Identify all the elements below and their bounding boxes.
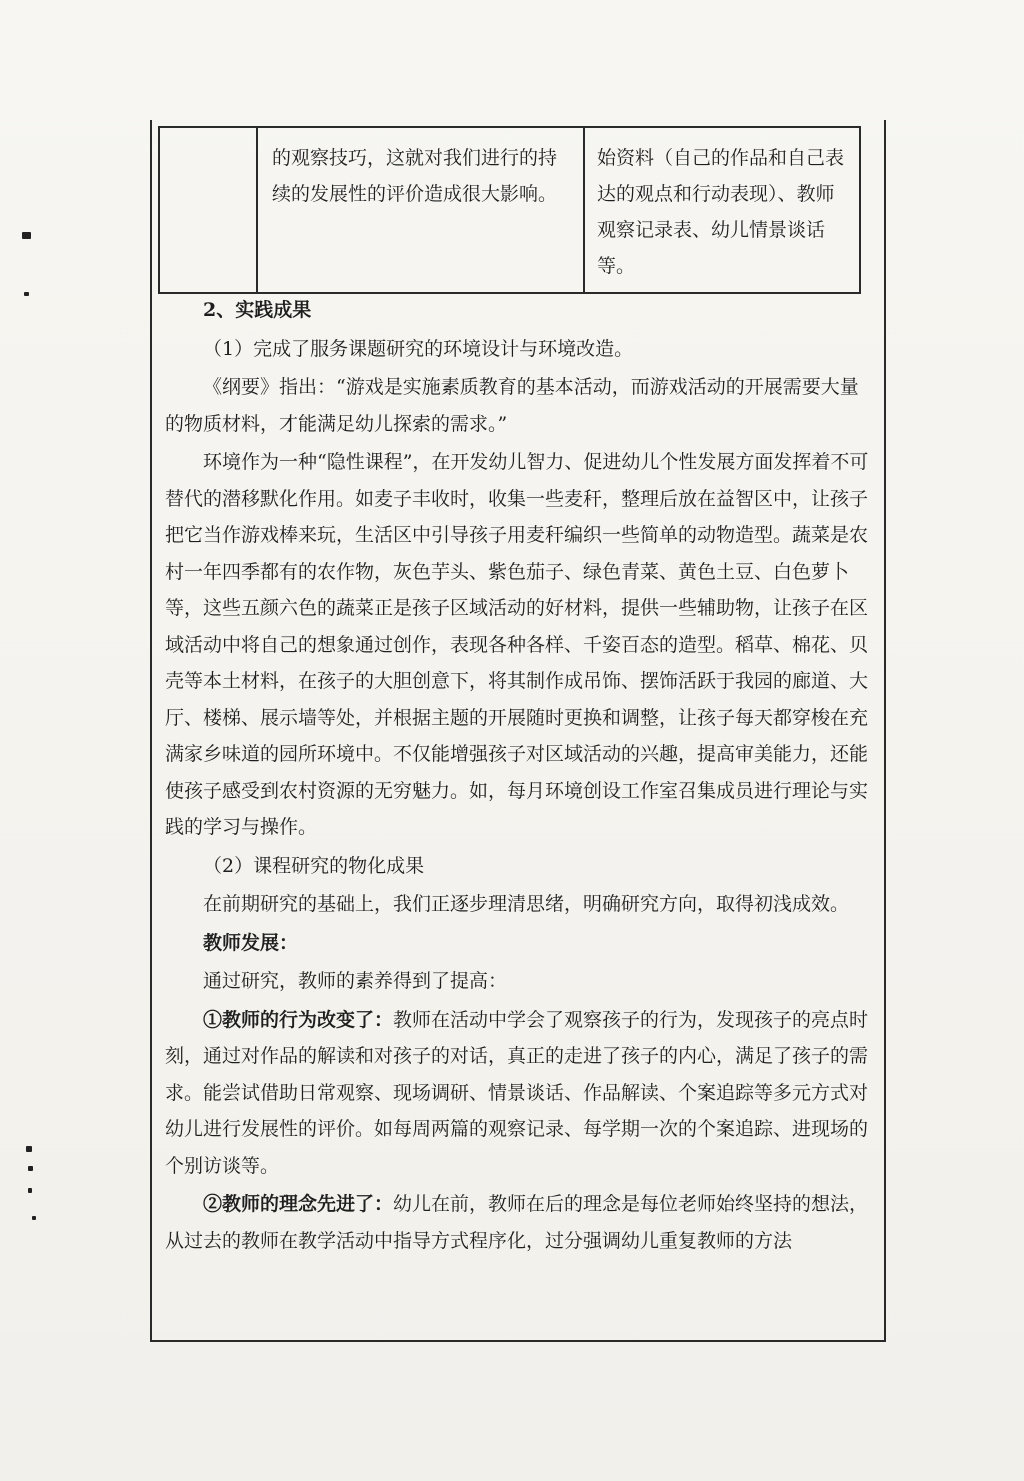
paragraph: 在前期研究的基础上，我们正逐步理清思绪，明确研究方向，取得初浅成效。 [203,893,850,915]
table-row [158,126,861,294]
table-cell-text: 的观察技巧，这就对我们进行的持续的发展性的评价造成很大影响。 [272,147,558,205]
teacher-development-heading: 教师发展： [203,931,299,954]
paragraph: 通过研究，教师的素养得到了提高： [203,970,508,992]
binding-mark [24,292,29,296]
binding-mark [28,1166,33,1171]
binding-mark [32,1216,36,1220]
list-item-title: ②教师的理念先进了： [203,1193,394,1215]
binding-mark [28,1188,32,1193]
table-cell-empty [160,128,258,292]
subsection-heading: （1）完成了服务课题研究的环境设计与环境改造。 [203,337,634,360]
list-item-text: 教师在活动中学会了观察孩子的行为，发现孩子的亮点时刻，通过对作品的解读和对孩子的对话，真正的走进了孩子的内心，满足了孩子的需求。能尝试借助日常观察、现场调研、情景谈话、作品解读、个案追踪等多元方式对幼儿进行发展性的评价。如每周两篇的观察记录、每学期一次的个案追踪、进现场的个别访谈等。 [165,1008,869,1177]
table-cell-materials [585,128,859,292]
list-item [165,1186,877,1259]
list-item-title: ①教师的行为改变了： [203,1008,394,1031]
subsection-heading: （2）课程研究的物化成果 [203,854,425,877]
section-heading: 2、实践成果 [203,299,312,321]
binding-mark [22,232,31,239]
paragraph: 《纲要》指出：“游戏是实施素质教育的基本活动，而游戏活动的开展需要大量的物质材料，才能满足幼儿探索的需求。” [165,376,859,435]
list-item-text: 幼儿在前，教师在后的理念是每位老师始终坚持的想法，从过去的教师在教学活动中指导方式程序化，过分强调幼儿重复教师的方法 [165,1193,869,1252]
body-text [165,292,877,1259]
paragraph: 环境作为一种“隐性课程”，在开发幼儿智力、促进幼儿个性发展方面发挥着不可替代的潜移默化作用。如麦子丰收时，收集一些麦秆，整理后放在益智区中，让孩子把它当作游戏棒来玩，生活区中引导孩子用麦秆编织一些简单的动物造型。蔬菜是农村一年四季都有的农作物，灰色芋头、紫色茄子、绿色青菜、黄色土豆、白色萝卜等，这些五颜六色的蔬菜正是孩子区域活动的好材料，提供一些辅助物，让孩子在区域活动中将自己的想象通过创作，表现各种各样、千姿百态的造型。稻草、棉花、贝壳等本土材料，在孩子的大胆创意下，将其制作成吊饰、摆饰活跃于我园的廊道、大厅、楼梯、展示墙等处，并根据主题的开展随时更换和调整，让孩子每天都穿梭在充满家乡味道的园所环境中。不仅能增强孩子对区域活动的兴趣，提高审美能力，还能使孩子感受到农村资源的无穷魅力。如，每月环境创设工作室召集成员进行理论与实践的学习与操作。 [165,451,869,838]
list-item [165,1002,877,1185]
table-cell-text: 始资料（自己的作品和自己表达的观点和行动表现）、教师观察记录表、幼儿情景谈话等。 [597,147,845,277]
table-cell-description [258,128,585,292]
binding-mark [26,1146,32,1152]
